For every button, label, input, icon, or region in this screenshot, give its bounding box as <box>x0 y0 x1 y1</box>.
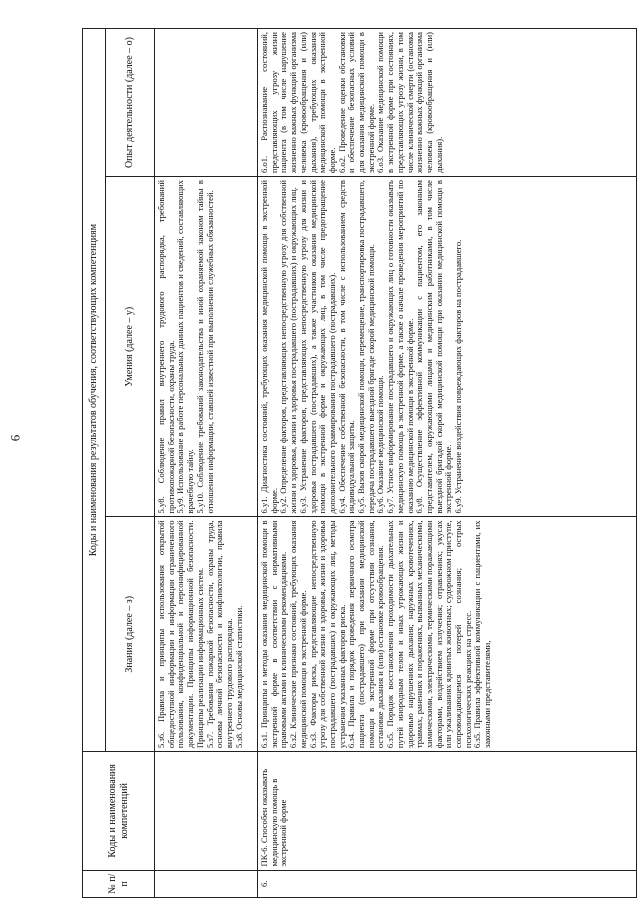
cell-skills: 5.у8. Соблюдение правил внутреннего трудового распорядка, требований противопожарной безопасности, охраны труда. 5.у9. Использование в работе персональных данных пациентов и сведений, составляющих врачебную тайну. 5.у10. Соблюдение требований законодательства и иной охраняемой законом тайны в отношении информации, ставшей известной при выполнении служебных обязанностей. <box>155 177 258 517</box>
cell-skills: 6.у1. Диагностика состояний, требующих оказания медицинской помощи в экстренной форме. 6.у2. Определение факторов, представляющих непосредственную угрозу для собственной жизни и здоровья, жизни и здоровья пострадавшего (пострадавших) и окружающих лиц. 6.у3. Устранение факторов, представляющих непосредственную угрозу для жизни и здоровья пострадавшего (пострадавших), а также участников оказания медицинской помощи в экстренной форме и окружающих лиц, в том числе предотвращение дополнительного травмирования пострадавшего (пострадавших). 6.у4. Обеспечение собственной безопасности, в том числе с использованием средств индивидуальной защиты. 6.у5. Вызов скорой медицинской помощи, перемещение, транспортировка пострадавшего, передача пострадавшего выездной бригаде скорой медицинской помощи. 6.у6. Оказание медицинской помощи. 6.у7. Устное информирование пострадавшего и окружающих лиц о готовности оказывать медицинскую помощь в экстренной форме, а также о начале проведения мероприятий по оказанию медицинской помощи в экстренной форме. 6.у8. Осуществление эффективной коммуникации с пациентом, его законным представителем, окружающими лицами и медицинским работниками, в том числе выездной бригадой скорой медицинской помощи при оказании медицинской помощи в экстренной форме. 6.у9. Устранение воздействия повреждающих факторов на пострадавшего. <box>258 177 637 517</box>
document-sheet <box>82 28 637 898</box>
cell-code: ПК-6. Способен оказывать медицинскую помощь в экстренной форме <box>258 752 637 870</box>
cell-code <box>155 752 258 870</box>
cell-num <box>155 870 258 897</box>
header-num: № п/п <box>83 870 155 897</box>
cell-experience <box>155 29 258 177</box>
header-experience: Опыт деятельности (далее – о) <box>106 29 155 177</box>
header-knowledge: Знания (далее – з) <box>106 517 155 752</box>
cell-knowledge: 6.з1. Принципы и методы оказания медицинской помощи в экстренной форме в соответствии с нормативными правовыми актами и клиническими рекомендациями. 6.з2. Клинические признаки состояний, требующих оказания медицинской помощи в экстренной форме. 6.з3. Факторы риска, представляющие непосредственную угрозу для собственной жизни и здоровья, жизни и здоровья пострадавшего (пострадавших) и окружающих лиц, методы устранения указанных факторов риска. 6.з4. Правила и порядок проведения первичного осмотра пациента (пострадавшего) при оказании медицинской помощи в экстренной форме при отсутствии сознания, остановке дыхания и (или) остановке кровообращения. 6.з5. Порядок восстановления проходимости дыхательных путей инородным телом и иных угрожающих жизни и здоровью нарушениях дыхания; наружных кровотечениях, травмах, ранениях и поражениях, вызванных механическими, химическими, электрическими, термическими поражающими факторами, воздействием излучения; отравлениях; укусах или ужаливаниях ядовитых животных; судорожном приступе, сопровождающемся потерей сознания; острых психологических реакциях на стресс. 6.з5. Правила эффективной коммуникации с пациентами, их законными представителями, <box>258 517 637 752</box>
header-skills: Умения (далее – у) <box>106 177 155 517</box>
table-row <box>258 29 637 898</box>
cell-knowledge: 5.з6. Правила и принципы использования открытой общедоступной информации и информации ограниченного пользования, конфиденциальной и персонифицированной документации. Принципы информационной безопасности. Принципы реализации информационных систем. 5.з7. Требования пожарной безопасности, охраны труда, основы личной безопасности и конфликтологии, правила внутреннего трудового распорядка. 5.з8. Основы медицинской статистики. <box>155 517 258 752</box>
header-group: Коды и наименования результатов обучения, соответствующих компетенциям <box>83 29 106 752</box>
cell-experience: 6.о1. Распознавание состояний, представляющих угрозу жизни пациента (в том числе нарушение жизненно важных функций организма человека (кровообращения и (или) дыхания), требующих оказания медицинской помощи в экстренной форме. 6.о2. Проведение оценки обстановки и обеспечение безопасных условий для оказания медицинской помощи в экстренной форме. 6.о3. Оказание медицинской помощи в экстренной форме при состояниях, представляющих угрозу жизни, в том числе клинической смерти (остановка жизненно важных функций организма человека (кровообращения и (или) дыхания). <box>258 29 637 177</box>
table-row <box>155 29 258 898</box>
table-header-row <box>83 29 106 898</box>
page-number: 6 <box>7 434 23 442</box>
competency-table <box>82 28 637 898</box>
header-code: Коды и наименования компетенций <box>83 752 155 870</box>
cell-num: 6. <box>258 870 637 897</box>
